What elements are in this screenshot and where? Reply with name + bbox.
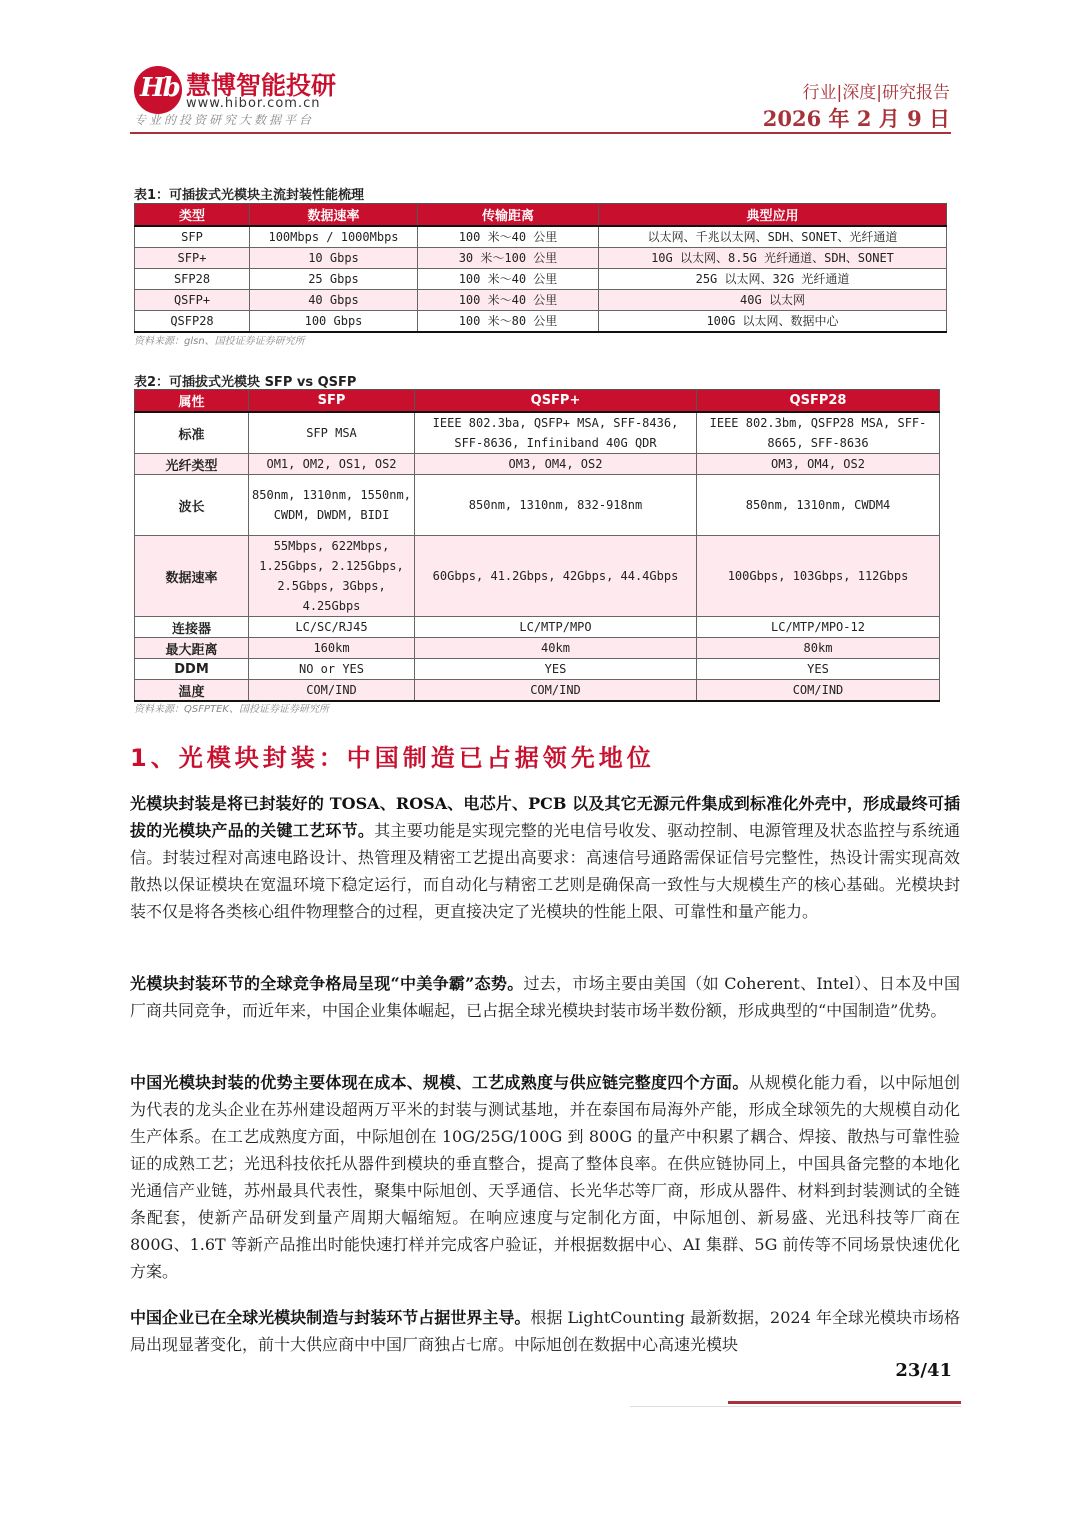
table1-header-row bbox=[135, 204, 947, 227]
table-row bbox=[135, 226, 947, 248]
table-cell: 25 Gbps bbox=[250, 269, 418, 290]
table-cell: 55Mbps, 622Mbps, 1.25Gbps, 2.125Gbps, 2.5Gbps, 3Gbps, 4.25Gbps bbox=[249, 536, 415, 617]
table-cell: 100 米～40 公里 bbox=[418, 290, 599, 311]
table-cell: IEEE 802.3bm, QSFP28 MSA, SFF-8665, SFF-8636 bbox=[697, 412, 940, 454]
table-cell: 100 米～80 公里 bbox=[418, 311, 599, 333]
header-divider bbox=[130, 132, 951, 134]
table-cell: 100 米～40 公里 bbox=[418, 269, 599, 290]
table-row bbox=[135, 475, 940, 536]
table-cell: 80km bbox=[697, 638, 940, 659]
table-cell: 850nm, 1310nm, 832-918nm bbox=[415, 475, 697, 536]
report-date: 2026 年 2 月 9 日 bbox=[762, 106, 950, 131]
table-cell: OM3, OM4, OS2 bbox=[697, 454, 940, 475]
table1-header-cell: 传输距离 bbox=[418, 204, 599, 227]
table-row bbox=[135, 680, 940, 702]
report-category: 行业|深度|研究报告 bbox=[802, 83, 950, 103]
table1-header-cell: 典型应用 bbox=[599, 204, 947, 227]
table-cell: 40 Gbps bbox=[250, 290, 418, 311]
paragraph-lead: 中国企业已在全球光模块制造与封装环节占据世界主导。 bbox=[130, 1308, 531, 1327]
table-cell: 40km bbox=[415, 638, 697, 659]
paragraph bbox=[130, 790, 960, 925]
table2-header-cell: 属性 bbox=[135, 390, 249, 413]
table-cell: 30 米～100 公里 bbox=[418, 248, 599, 269]
table-cell: LC/MTP/MPO bbox=[415, 617, 697, 638]
table-row bbox=[135, 290, 947, 311]
table1-header-cell: 数据速率 bbox=[250, 204, 418, 227]
paragraph-lead: 光模块封装是将已封装好的 TOSA、ROSA、电芯片、PCB 以及其它无源元件集成到标准化外壳中，形成最终可插拔的光模块产品的关键工艺环节。 bbox=[130, 794, 960, 840]
table-cell: COM/IND bbox=[249, 680, 415, 702]
table-cell: 160km bbox=[249, 638, 415, 659]
paragraph-body: 其主要功能是实现完整的光电信号收发、驱动控制、电源管理及状态监控与系统通信。封装过程对高速电路设计、热管理及精密工艺提出高要求：高速信号通路需保证信号完整性，热设计需实现高效散热以保证模块在宽温环境下稳定运行，而自动化与精密工艺则是确保高一致性与大规模生产的核心基础。光模块封装不仅是将各类核心组件物理整合的过程，更直接决定了光模块的性能上限、可靠性和量产能力。 bbox=[130, 821, 960, 921]
table-row bbox=[135, 269, 947, 290]
table-cell: QSFP28 bbox=[135, 311, 250, 333]
paragraph-body: 根据 LightCounting 最新数据，2024 年全球光模块市场格局出现显著变化，前十大供应商中中国厂商独占七席。中际旭创在数据中心高速光模块 bbox=[130, 1308, 960, 1354]
logo-url: www.hibor.com.cn bbox=[186, 96, 321, 111]
table1 bbox=[134, 203, 947, 333]
table-cell: 850nm, 1310nm, CWDM4 bbox=[697, 475, 940, 536]
logo-name: 慧博智能投研 bbox=[186, 71, 337, 100]
paragraph-body: 过去，市场主要由美国（如 Coherent、Intel）、日本及中国厂商共同竞争，而近年来，中国企业集体崛起，已占据全球光模块封装市场半数份额，形成典型的“中国制造”优势。 bbox=[130, 974, 960, 1020]
table-row bbox=[135, 536, 940, 617]
table2-title: 表2：可插拔式光模块 SFP vs QSFP bbox=[134, 375, 357, 390]
table-cell: 60Gbps, 41.2Gbps, 42Gbps, 44.4Gbps bbox=[415, 536, 697, 617]
table-cell: SFP bbox=[135, 226, 250, 248]
table-cell-attribute: 温度 bbox=[135, 680, 249, 702]
table-cell: 10 Gbps bbox=[250, 248, 418, 269]
table-cell-attribute: 光纤类型 bbox=[135, 454, 249, 475]
table1-header-cell: 类型 bbox=[135, 204, 250, 227]
table-cell-attribute: 波长 bbox=[135, 475, 249, 536]
table2-header-cell: SFP bbox=[249, 390, 415, 413]
table-cell: OM1, OM2, OS1, OS2 bbox=[249, 454, 415, 475]
table-row bbox=[135, 412, 940, 454]
table-cell: QSFP+ bbox=[135, 290, 250, 311]
table-cell: SFP28 bbox=[135, 269, 250, 290]
table-cell: YES bbox=[697, 659, 940, 680]
table-cell: COM/IND bbox=[697, 680, 940, 702]
table-cell: 100Gbps, 103Gbps, 112Gbps bbox=[697, 536, 940, 617]
table-cell: SFP+ bbox=[135, 248, 250, 269]
logo-mark-icon: Hb bbox=[134, 66, 182, 114]
table-row bbox=[135, 454, 940, 475]
table-cell: 以太网、千兆以太网、SDH、SONET、光纤通道 bbox=[599, 226, 947, 248]
table-row bbox=[135, 617, 940, 638]
table2-source: 资料来源：QSFPTEK、国投证券证券研究所 bbox=[134, 704, 329, 715]
table-row bbox=[135, 659, 940, 680]
table-row bbox=[135, 638, 940, 659]
table2-header-cell: QSFP+ bbox=[415, 390, 697, 413]
table-cell: COM/IND bbox=[415, 680, 697, 702]
table-cell: IEEE 802.3ba, QSFP+ MSA, SFF-8436, SFF-8636, Infiniband 40G QDR bbox=[415, 412, 697, 454]
table-cell-attribute: 最大距离 bbox=[135, 638, 249, 659]
table-cell: 10G 以太网、8.5G 光纤通道、SDH、SONET bbox=[599, 248, 947, 269]
table-cell: 100Mbps / 1000Mbps bbox=[250, 226, 418, 248]
paragraph bbox=[130, 1069, 960, 1285]
table1-title: 表1：可插拔式光模块主流封装性能梳理 bbox=[134, 188, 365, 203]
table-row bbox=[135, 248, 947, 269]
page-number: 23/41 bbox=[895, 1360, 952, 1381]
table-cell-attribute: 连接器 bbox=[135, 617, 249, 638]
hibor-logo bbox=[134, 64, 337, 127]
table-row bbox=[135, 311, 947, 333]
footer-rule bbox=[728, 1401, 961, 1404]
table2-header-cell: QSFP28 bbox=[697, 390, 940, 413]
paragraph bbox=[130, 970, 960, 1024]
table-cell: 850nm, 1310nm, 1550nm, CWDM, DWDM, BIDI bbox=[249, 475, 415, 536]
table-cell: 100 米～40 公里 bbox=[418, 226, 599, 248]
table1-source: 资料来源：glsn、国投证券证券研究所 bbox=[134, 336, 305, 347]
table-cell: 40G 以太网 bbox=[599, 290, 947, 311]
table2-header-row bbox=[135, 390, 940, 413]
table-cell: LC/MTP/MPO-12 bbox=[697, 617, 940, 638]
table-cell: YES bbox=[415, 659, 697, 680]
logo-tagline: 专业的投资研究大数据平台 bbox=[134, 113, 315, 127]
table-cell-attribute: DDM bbox=[135, 659, 249, 680]
paragraph-body: 从规模化能力看，以中际旭创为代表的龙头企业在苏州建设超两万平米的封装与测试基地，并在泰国布局海外产能，形成全球领先的大规模自动化生产体系。在工艺成熟度方面，中际旭创在 10G/25G/100G 到 800G 的量产中积累了耦合、焊接、散热与可靠性验证的成熟工艺；光迅科技依托从器件到模块的垂直整合，提高了整体良率。在供应链协同上，中国具备完整的本地化光通信产业链，苏州最具代表性，聚集中际旭创、天孚通信、长光华芯等厂商，形成从器件、材料到封装测试的全链条配套，使新产品研发到量产周期大幅缩短。在响应速度与定制化方面，中际旭创、新易盛、光迅科技等厂商在 800G、1.6T 等新产品推出时能快速打样并完成客户验证，并根据数据中心、AI 集群、5G 前传等不同场景快速优化方案。 bbox=[130, 1073, 960, 1281]
table-cell: SFP MSA bbox=[249, 412, 415, 454]
footer-rule-light bbox=[630, 1406, 961, 1407]
paragraph bbox=[130, 1304, 960, 1358]
table-cell: 100 Gbps bbox=[250, 311, 418, 333]
table-cell: 100G 以太网、数据中心 bbox=[599, 311, 947, 333]
table2 bbox=[134, 389, 940, 702]
table-cell: OM3, OM4, OS2 bbox=[415, 454, 697, 475]
paragraph-lead: 光模块封装环节的全球竞争格局呈现“中美争霸”态势。 bbox=[130, 974, 524, 993]
table-cell-attribute: 数据速率 bbox=[135, 536, 249, 617]
table-cell-attribute: 标准 bbox=[135, 412, 249, 454]
paragraph-lead: 中国光模块封装的优势主要体现在成本、规模、工艺成熟度与供应链完整度四个方面。 bbox=[130, 1073, 749, 1092]
section-heading: 1、光模块封装：中国制造已占据领先地位 bbox=[130, 744, 655, 772]
table-cell: LC/SC/RJ45 bbox=[249, 617, 415, 638]
table-cell: 25G 以太网、32G 光纤通道 bbox=[599, 269, 947, 290]
table-cell: NO or YES bbox=[249, 659, 415, 680]
